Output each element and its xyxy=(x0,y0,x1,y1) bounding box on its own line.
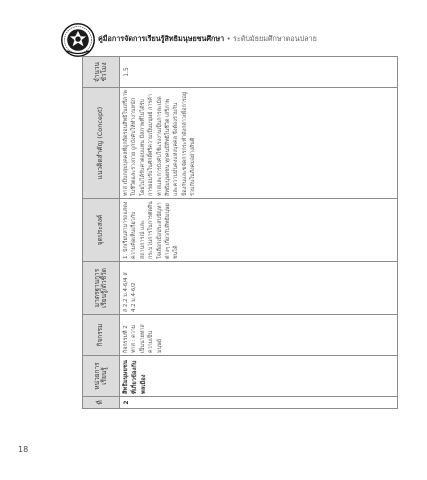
seal-logo-icon xyxy=(60,22,96,58)
cell-standard: ส 2.2 ม.4-6/4 ส 4.2 ม.4-6/2 xyxy=(120,262,398,315)
table-header-row xyxy=(83,57,120,409)
header-subtitle: ระดับมัธยมศึกษาตอนปลาย xyxy=(232,34,317,43)
header-concept: แนวคิดสำคัญ (Concept) xyxy=(83,88,120,199)
header-hours: จำนวนชั่วโมง xyxy=(83,57,120,88)
cell-hours: 1.5 xyxy=(120,57,398,88)
cell-concept: ทาส เป็นกลุ่มบุคคลที่ถูกลิดรอนสิทธิในเสรีภาพในชีวิตและร่างกาย ถูกบังคับให้ทำงานหนักโดยไม่ได้รับค่าตอบแทน มีสภาพที่ไม่ได้รับการยอมรับในศักดิ์ศรีความเป็นมนุษย์ การค้าทาสและการบังคับใช้แรงงานเป็นการละเมิดสิทธิมนุษยชน ทุกคนมีสิทธิในชีวิต เสรีภาพและความมั่นคงแห่งบุคคล จึงต้องร่วมกันป้องกันและขจัดการกระทำดังกล่าวเพื่อการอยู่ร่วมกันในสังคมอย่างสันติ xyxy=(120,88,398,199)
header-activity: กิจกรรม xyxy=(83,315,120,356)
curriculum-table xyxy=(82,56,398,409)
header-text: คู่มือการจัดการเรียนรู้สิทธิมนุษยชนศึกษา • ระดับมัธยมศึกษาตอนปลาย xyxy=(98,34,317,43)
rotated-table-frame xyxy=(82,57,398,409)
header-objective: จุดประสงค์ xyxy=(83,199,120,262)
table-row xyxy=(120,57,398,409)
header-standard: มาตรฐานการเรียนรู้/ตัวชี้วัด xyxy=(83,262,120,315)
cell-activity: กิจกรรมที่ 2 ทาส : ความเป็นนายทาส ความเป็นมนุษย์ xyxy=(120,315,398,356)
cell-unit: สิทธิมนุษยชนที่เกี่ยวข้องกับพลเมือง xyxy=(120,356,398,397)
page-number: 18 xyxy=(18,445,29,454)
header-no: ที่ xyxy=(83,397,120,409)
table-container xyxy=(82,57,398,409)
cell-no: 2 xyxy=(120,397,398,409)
header-unit: หน่วยการเรียนรู้ xyxy=(83,356,120,397)
header-title: คู่มือการจัดการเรียนรู้สิทธิมนุษยชนศึกษา xyxy=(98,34,225,43)
cell-objective: 1. นักเรียนสามารถแสดงความคิดเห็นเกี่ยวกับสถานการณ์ และกระบวนการในการตัดสินใจเลือกเมื่อประสบปัญหาต่างๆ เกี่ยวกับสิทธิมนุษยชนได้ xyxy=(120,199,398,262)
